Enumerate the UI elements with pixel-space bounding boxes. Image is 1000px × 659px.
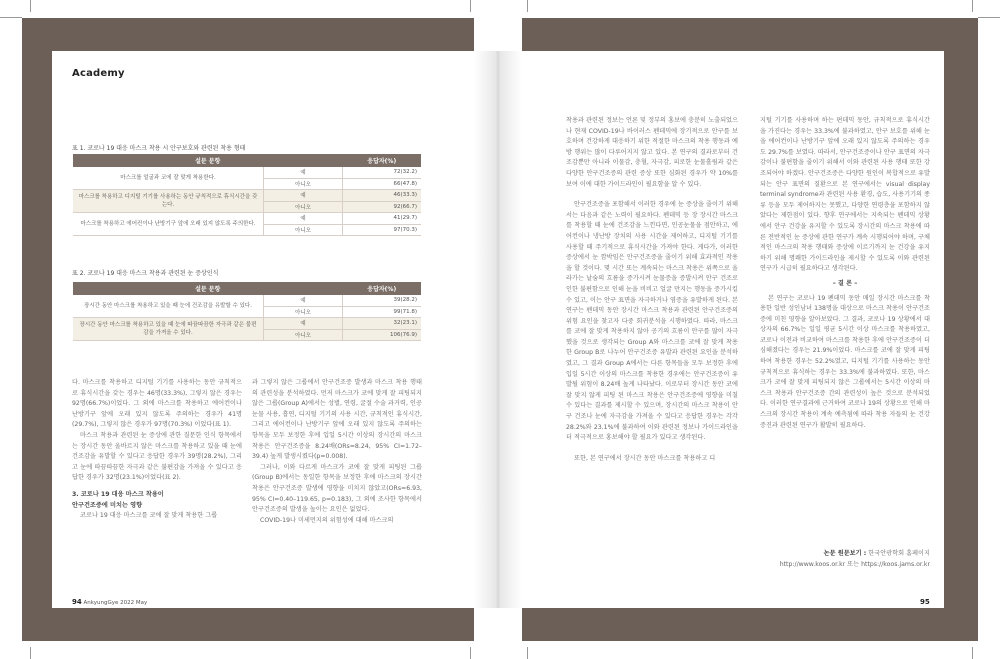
reference-org: 한국안광학회 홈페이지	[868, 550, 930, 557]
subheading-line-1: 3. 코로나 19 대응 마스크 착용이	[72, 490, 164, 498]
table-row	[73, 190, 421, 202]
reference-urls[interactable]: http://www.koos.or.kr 또는 https://koos.jams.or.kr	[779, 561, 930, 568]
page-number-right: 95	[920, 598, 930, 606]
table1-question: 마스크를 착용하고 디지털 기기를 사용하는 동안 규칙적으로 휴식시간을 갖는다.	[73, 190, 264, 213]
table2-value: 39(28.2)	[343, 295, 422, 306]
table2-header-response: 응답자(%)	[343, 282, 422, 295]
table-row	[73, 213, 421, 225]
table2-question: 장시간 동안 마스크를 착용하고 있을 때 눈에 따끔따끔한 자극과 같은 불편감을 가져올 수 있다.	[73, 318, 264, 341]
table1-option: 예	[264, 213, 343, 225]
left-column-2	[252, 378, 422, 584]
right-column-1	[566, 116, 738, 578]
crop-mark	[527, 0, 528, 12]
footer-left	[72, 598, 147, 606]
table2-option: 아니오	[264, 306, 343, 318]
paragraph: 안구건조증을 포함해서 이러한 경우에 눈 증상을 줄이기 위해서는 다음과 같은 노력이 필요하다. 펜데믹 등 장 장시간 마스크를 착용할 때 눈에 건조감을 느낀다면, 인공눈물을 점안하고, 에어컨이나 냉난방 장치의 사용 시간을 제어하고, 디지털 기기를 사용할 때 주기적으로 휴식시간을 가져야 한다. 게다가, 이러한 증상에서 눈 깜박임은 안구건조증을 줄이기 위해 효과적인 작용을 할 것이다. 몇 시간 또는 계속되는 마스크 착용은 위쪽으로 올라가는 날숨의 흐름을 증가시켜 눈물증을 증발시켜 안구 건조로 인한 불편함으로 인해 눈을 비비고 얼굴 만지는 행동을 증가시킬 수 있고, 이는 안구 표면을 자극하거나 염증을 유발하게 된다. 본 연구는 펜데믹 동안 장시간 마스크 착용과 관련된 안구건조증의 위험 요인을 찾고자 다중 회귀분석을 시행하였다. 따라, 마스크를 코에 잘 맞게 착용하지 않아 공기의 흐름이 안구를 많이 자극했을 것으로 생각되는 Group A와 마스크를 코에 잘 맞게 착용한 Group B로 나누어 안구건조증 유발과 관련된 요인을 분석하였고, 그 결과 Group A에서는 다른 항목들을 모두 보정한 후에 입일 5시간 이상의 마스크를 착용한 경우에는 안구건조증이 유발될 위험이 8.24배 높게 나타났다. 이로부터 장시간 동안 코에 잘 맞지 않게 피팅 된 마스크 착용은 안구건조증에 영향을 미칠 수 있다는 결과를 제시할 수 있으며, 장시간의 마스크 착용이 안구 건조나 눈에 자극감을 가져올 수 있다고 응답한 경우는 각각 28.2%와 23.1%에 불과하여 이와 관련된 정보나 가이드라인을 더 적극적으로 홍보해야 할 필요가 있다고 생각된다.	[566, 201, 738, 442]
section-header: Academy	[72, 68, 125, 79]
left-column-1	[72, 378, 242, 584]
paragraph: COVID-19나 미세먼지의 위험성에 대해 마스크의	[260, 516, 394, 524]
crop-mark	[978, 17, 1000, 18]
conclusion-title: – 결 론 –	[832, 279, 858, 287]
crop-mark	[470, 647, 471, 659]
table1-question: 마스크를 얼굴과 코에 잘 맞게 착용한다.	[73, 167, 264, 190]
table2-question: 장시간 동안 마스크를 착용하고 있을 때 눈에 건조감을 유발할 수 있다.	[73, 295, 264, 318]
magazine-name: AnkyungGye 2022 May	[83, 600, 148, 606]
table2-value: 106(76.9)	[343, 329, 422, 341]
footer-right	[920, 598, 930, 606]
table1-value: 41(29.7)	[343, 213, 422, 225]
reference-label: 논문 원문보기 :	[823, 550, 867, 557]
table-row	[73, 167, 421, 178]
crop-mark	[527, 647, 528, 659]
table1-header-question: 설문 문항	[73, 154, 343, 167]
bottom-band-left	[22, 608, 474, 641]
table2-value: 32(23.1)	[343, 318, 422, 330]
table-row	[73, 318, 421, 330]
paragraph: 또한, 본 연구에서 장시간 동안 마스크를 착용하고 디	[574, 454, 716, 462]
table1-option: 아니오	[264, 178, 343, 190]
paragraph: 착용과 관련된 정보는 언론 및 정부의 홍보에 충분히 노출되었으나 현재 COVID-19나 바이러스 펜데믹에 장기적으로 안구를 보호하며 건강하게 대응하기 위한 적절한 마스크의 착용 행동과 예방 행위는 많이 다루어지지 않고 있다. 본 연구의 결과로부터 건조감뿐만 아니라 이물감, 충혈, 자극감, 피로한 눈물흘림과 같은 다양한 안구건조증의 관련 증상 또한 심화된 경우가 약 10%를 보여 이에 대한 가이드라인이 필요함을 알 수 있다.	[566, 117, 738, 188]
table2-header-question: 설문 문항	[73, 282, 343, 295]
right-column-2	[760, 116, 930, 546]
paragraph: 다. 마스크를 착용하고 디지털 기기를 사용하는 동안 규칙적으로 휴식시간을 갖는 경우는 46명(33.3%), 그렇지 않은 경우는 92명(66.7%)이었다. 그 외에 마스크를 착용하고 에어컨이나 난방기구 앞에 오래 있지 않도록 주의하는 경우가 41명(29.7%), 그렇지 않은 경우가 97명(70.3%) 이었다(표 1).	[72, 379, 242, 429]
right-margin-band	[944, 18, 978, 641]
crop-mark	[30, 0, 31, 12]
reference-block	[760, 548, 930, 570]
table1-value: 72(32.2)	[343, 167, 422, 178]
paragraph: 코로나 19 대응 마스크를 코에 잘 맞게 착용한 그룹	[80, 512, 218, 520]
paragraph: 본 연구는 코로나 19 펜데믹 동안 매일 장시간 마스크를 착용한 일반 성인남녀 138명을 대상으로 마스크 착용이 안구건조증에 미친 영향을 알아보았다. 그 결과, 코로나 19 상황에서 대상자의 66.7%는 일일 평균 5시간 이상 마스크를 착용하였고, 코로나 이전과 비교하여 마스크를 착용한 후에 안구건조증이 더 심해졌다는 경우는 21.9%이었다. 마스크를 코에 잘 맞게 피팅하여 착용한 경우는 52.2%였고, 디지털 기기를 사용하는 동안 규칙적으로 휴식하는 경우는 33.3%에 불과하였다. 또한, 마스크가 코에 잘 맞게 피팅되지 않은 그룹에서는 5시간 이상의 마스크 착용과 안구건조증 간의 관련성이 높은 것으로 분석되었다. 이러한 연구결과에 근거하여 코로나 19의 상황으로 인해 마스크의 장시간 착용이 계속 예측됨에 따라 착용 자들의 눈 건강 증진과 관련된 연구가 활발히 필요하다.	[760, 294, 930, 429]
table2-caption: 표 2. 코로나 19 대응 마스크 착용과 관련된 눈 증상인식	[72, 270, 219, 277]
table2-option: 아니오	[264, 329, 343, 341]
table2-value: 99(71.8)	[343, 306, 422, 318]
crop-mark	[0, 17, 22, 18]
table1-header-response: 응답자(%)	[343, 154, 422, 167]
paragraph: 그러나, 이와 다르게 마스크가 코에 잘 맞게 피팅된 그룹(Group B)에서는 동일한 항목을 보정한 후에 마스크의 장시간 착용은 안구건조증 발생에 영향을 미치지 않았고(ORs=6.93, 95% CI=0.40–119.65, p=0.183), 그 외에 조사한 항목에서 안구건조증의 발생을 높이는 요인은 없었다.	[252, 463, 422, 514]
table1-value: 46(33.3)	[343, 190, 422, 202]
subheading-line-2: 안구건조증에 미치는 영향	[72, 501, 143, 509]
page-number-left: 94	[72, 598, 82, 606]
table1-option: 아니오	[264, 201, 343, 213]
gutter-shadow	[474, 51, 522, 608]
crop-mark	[470, 0, 471, 12]
table1-caption: 표 1. 코로나 19 대응 마스크 착용 시 안구보호와 관련된 착용 형태	[72, 145, 246, 152]
paragraph: 지털 기기를 사용하며 하는 편데믹 동안, 규칙적으로 휴식시간을 가진다는 경우는 33.3%에 불과하였고, 안구 보호를 위해 눈을 에어컨이나 난방기구 앞에 오래 있지 않도록 주의하는 경우도 29.7%를 보였다. 따라서, 안구건조증이나 안구 표면의 자극감이나 불편함을 줄이기 위해서 이와 관련된 사용 행태 또한 강조되어야 하겠다. 안구건조증은 다양한 원인이 복합적으로 유발되는 안구 표면의 질환으로 본 연구에서는 visual display terminal syndrome과 관련된 사용 환경, 습도, 사용기기의 종류 등을 모두 제어하지는 못했고, 다양한 연령층을 포함하지 않았다는 제한점이 있다. 향후 연구에서는 지속되는 펜데믹 상황에서 안구 건강을 유지할 수 있도록 장시간의 마스크 착용에 따른 전반적인 눈 증상에 관한 연구가 계속 시행되어야 하며, 구체적인 마스크의 착용 행태와 증상에 이르기까지 눈 건강을 유지하기 위해 명쾌한 가이드라인을 제시할 수 있도록 이와 관련된 연구가 시급히 필요하다고 생각된다.	[760, 117, 930, 273]
table1-option: 예	[264, 190, 343, 202]
left-margin-band	[22, 18, 52, 641]
crop-mark	[30, 647, 31, 659]
bottom-band-right	[522, 608, 978, 641]
table1-value: 97(70.3)	[343, 224, 422, 236]
table1-value: 66(47.8)	[343, 178, 422, 190]
table1-value: 92(66.7)	[343, 201, 422, 213]
table2	[73, 282, 421, 341]
paragraph: 마스크 착용과 관련된 눈 증상에 관한 질문한 인식 항목에서는 장시간 동안 올바르지 않은 마스크를 착용하고 있을 때 눈에 건조감을 유발할 수 있다고 응답한 경우가 39명(28.2%), 그리고 눈에 따끔따끔한 자극과 같은 불편감을 가져올 수 있다고 응답한 경우가 32명(23.1%)이었다(표 2).	[72, 431, 242, 482]
crop-mark	[972, 647, 973, 659]
table1-option: 예	[264, 167, 343, 178]
table2-option: 예	[264, 295, 343, 306]
top-band-left	[22, 18, 474, 51]
table1-option: 아니오	[264, 224, 343, 236]
table1	[73, 154, 421, 236]
table2-option: 예	[264, 318, 343, 330]
crop-mark	[972, 0, 973, 12]
table1-question: 마스크를 착용하고 에어컨이나 난방기구 앞에 오래 있지 않도록 주의한다.	[73, 213, 264, 236]
paragraph: 과 그렇지 않은 그룹에서 안구건조증 발생과 마스크 착용 행태의 관련성을 분석하였다. 먼저 마스크가 코에 맞게 잘 피팅되지 않은 그룹(Group A)에서는 성별, 연령, 굴절 수술 과거력, 인공눈물 사용, 흡연, 디지털 기기의 사용 시간, 규칙적인 휴식시간, 그리고 에어컨이나 난방기구 앞에 오래 있지 않도록 주의하는 항목을 모두 보정한 후에 입일 5시간 이상의 장시간의 마스크 착용은 안구건조증을 8.24배(ORs=8.24, 95% CI=1.72–39.4) 높게 발생시켰다(p=0.008).	[252, 379, 422, 461]
top-band-right	[522, 18, 978, 51]
table-row	[73, 295, 421, 306]
